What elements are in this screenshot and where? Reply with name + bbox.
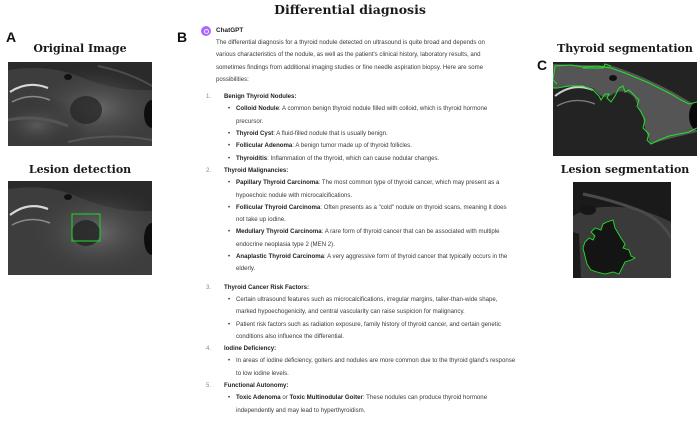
sub-item: • Follicular Thyroid Carcinoma: Often presents as a "cold" nodule on thyroid scans, meaning it does not take up iodine. — [224, 202, 516, 227]
chat-author: ChatGPT — [216, 26, 244, 34]
panel-label-b: B — [177, 29, 188, 45]
list-item-title: Benign Thyroid Nodules: — [224, 93, 297, 101]
sub-item: • Anaplastic Thyroid Carcinoma: A very aggressive form of thyroid cancer that typically occurs in the elderly. — [224, 251, 516, 276]
sub-item: • Papillary Thyroid Carcinoma: The most common type of thyroid cancer, which may present as a hypoechoic nodule with microcalcifications. — [224, 177, 516, 202]
list-item: 4. Iodine Deficiency: • In areas of iodine deficiency, goiters and nodules are more common due to the thyroid gland's response to low iodine levels. — [204, 343, 524, 380]
list-item: 3. Thyroid Cancer Risk Factors: • Certain ultrasound features such as microcalcifications, irregular margins, taller-than-wide shape, marked hypoechogenicity, and central vascularity can raise suspicion for malignancy. • Patient risk factors such as radiation exposure, family history of thyroid cancer, and certain genetic conditions also influence the differential. — [204, 282, 524, 343]
list-item: 2. Thyroid Malignancies: • Papillary Thyroid Carcinoma: The most common type of thyroid cancer, which may present as a hypoechoic nodule with microcalcifications. • Follicular Thyroid Carcinoma: Often presents as a "cold" nodule on thyroid scans, meaning it does not take up iodine. • Medullary Thyroid Carcinoma: A rare form of thyroid cancer that can be associated with multiple endocrine neoplasia type 2 (MEN 2). • Anaplastic Thyroid Carcinoma: A very aggressive form of thyroid cancer that typically occurs in the elderly. — [204, 165, 524, 276]
chatgpt-response — [204, 25, 524, 417]
chat-header — [201, 25, 524, 37]
sub-item: • Thyroiditis: Inflammation of the thyroid, which can cause nodular changes. — [224, 153, 516, 165]
thyroid-segmentation-caption: Thyroid segmentation — [557, 42, 693, 55]
sub-item: • Certain ultrasound features such as microcalcifications, irregular margins, taller-than-wide shape, marked hypoechogenicity, and central vascularity can raise suspicion for malignancy. — [224, 294, 516, 319]
panel-label-a: A — [6, 29, 17, 45]
lesion-segmentation-image — [573, 182, 671, 278]
lesion-detection-image — [8, 181, 152, 275]
sub-item: • Follicular Adenoma: A benign tumor made up of thyroid follicles. — [224, 140, 516, 152]
original-ultrasound-image — [8, 62, 152, 146]
sub-item: • Toxic Adenoma or Toxic Multinodular Goiter: These nodules can produce thyroid hormone independently and may lead to hyperthyroidism. — [224, 392, 516, 417]
list-item: 1. Benign Thyroid Nodules: • Colloid Nodule: A common benign thyroid nodule filled with colloid, which is thyroid hormone precursor. • Thyroid Cyst: A fluid-filled nodule that is usually benign. • Follicular Adenoma: A benign tumor made up of thyroid follicles. • Thyroiditis: Inflammation of the thyroid, which can cause nodular changes. — [204, 91, 524, 165]
panel-label-c: C — [537, 57, 548, 73]
chatgpt-avatar-icon — [201, 26, 211, 36]
list-item-title: Thyroid Malignancies: — [224, 166, 289, 174]
figure-title: Differential diagnosis — [274, 2, 426, 17]
sub-item: • Patient risk factors such as radiation exposure, family history of thyroid cancer, and certain genetic conditions also influence the differential. — [224, 319, 516, 344]
sub-item: • Medullary Thyroid Carcinoma: A rare form of thyroid cancer that can be associated with multiple endocrine neoplasia type 2 (MEN 2). — [224, 226, 516, 251]
sub-item: • In areas of iodine deficiency, goiters and nodules are more common due to the thyroid gland's response to low iodine levels. — [224, 355, 516, 380]
sub-item: • Thyroid Cyst: A fluid-filled nodule that is usually benign. — [224, 128, 516, 140]
list-item-title: Functional Autonomy: — [224, 382, 289, 390]
list-item: 5. Functional Autonomy: • Toxic Adenoma or Toxic Multinodular Goiter: These nodules can produce thyroid hormone independently and may lead to hyperthyroidism. — [204, 380, 524, 417]
thyroid-segmentation-image — [553, 62, 697, 156]
sub-item: • Colloid Nodule: A common benign thyroid nodule filled with colloid, which is thyroid hormone precursor. — [224, 103, 516, 128]
lesion-segmentation-caption: Lesion segmentation — [560, 163, 690, 176]
list-item-title: Iodine Deficiency: — [224, 345, 277, 353]
diagnosis-list — [204, 91, 524, 417]
original-image-caption: Original Image — [33, 42, 127, 55]
lesion-detection-caption: Lesion detection — [28, 163, 132, 176]
list-item-title: Thyroid Cancer Risk Factors: — [224, 283, 309, 291]
chat-intro: The differential diagnosis for a thyroid nodule detected on ultrasound is quite broad and depends on various characteristics of the nodule, as well as the patient's clinical history, laboratory results, and sometimes findings from additional imaging studies or fine needle aspiration biopsy. Here are some possibilities: — [216, 39, 485, 83]
